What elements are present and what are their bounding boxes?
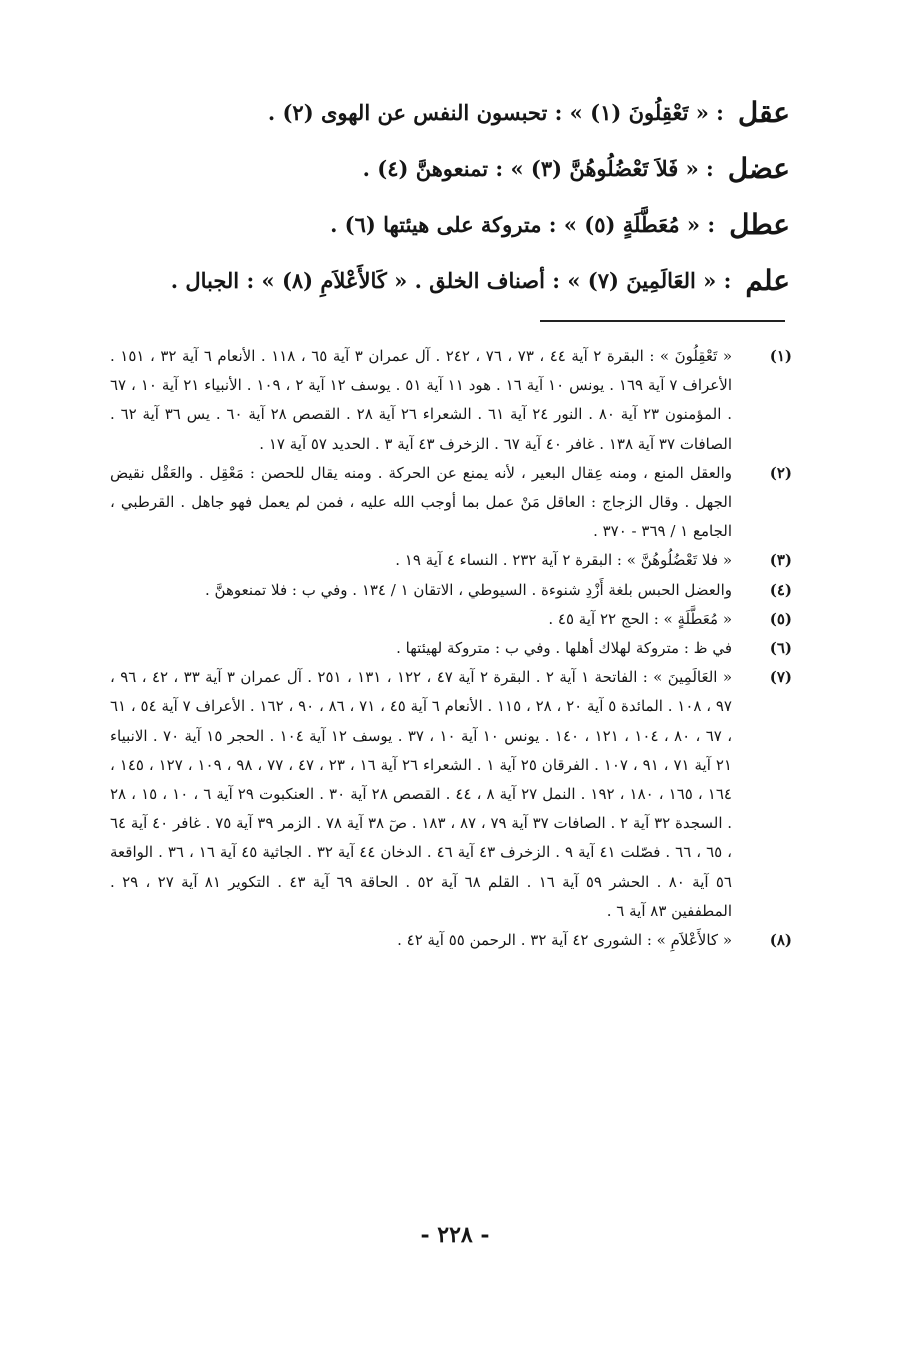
entry-root-word: عضل	[727, 151, 790, 185]
footnote-text: « مُعَطَّلَةٍ » : الحج ٢٢ آية ٤٥ .	[548, 609, 732, 628]
footnote-text: في ظ : متروكة لهلاك أهلها . وفي ب : متروكة لهيئتها .	[396, 639, 732, 658]
footnote-number: (٥)	[769, 609, 792, 628]
glossary-entry	[100, 140, 790, 196]
entry-definition: : « تَعْقِلُونَ (١) » : تحبسون النفس عن الهوى (٢) .	[267, 99, 724, 125]
glossary-entry	[100, 252, 790, 308]
footnote	[110, 576, 792, 605]
entry-definition: : « العَالَمِينَ (٧) » : أصناف الخلق . « كَالأَعْلاَمِ (٨) » : الجبال .	[170, 267, 732, 293]
footnote-text: « فلا تَعْضُلُوهُنَّ » : البقرة ٢ آية ٢٣٢ . النساء ٤ آية ١٩ .	[395, 551, 732, 570]
footnote	[110, 634, 792, 663]
footnotes	[110, 342, 792, 955]
footnote-number: (٧)	[769, 668, 792, 687]
footnote-number: (٨)	[769, 931, 792, 950]
glossary-entry	[100, 196, 790, 252]
footnote-text: « تَعْقِلُونَ » : البقرة ٢ آية ٤٤ ، ٧٣ ، ٧٦ ، ٢٤٢ . آل عمران ٣ آية ٦٥ ، ١١٨ . الأنعام ٦ آية ٣٢ ، ١٥١ . الأعراف ٧ آية ١٦٩ . يونس ١٠ آية ١٦ . هود ١١ آية ٥١ . يوسف ١٢ آية ٢ ، ١٠٩ . الأنبياء ٢١ آية ١٠ ، ٦٧ . المؤمنون ٢٣ آية ٨٠ . النور ٢٤ آية ٦١ . الشعراء ٢٦ آية ٢٨ . القصص ٢٨ آية ٦٠ . يس ٣٦ آية ٦٢ . الصافات ٣٧ آية ١٣٨ . غافر ٤٠ آية ٦٧ . الزخرف ٤٣ آية ٣ . الحديد ٥٧ آية ١٧ .	[110, 347, 732, 453]
glossary-entries	[100, 84, 790, 308]
entry-root-word: عطل	[729, 207, 790, 241]
footnote-number: (٦)	[769, 639, 792, 658]
footnote-number: (١)	[769, 347, 792, 365]
entry-definition: : « مُعَطَّلَةٍ (٥) » : متروكة على هيئتها (٦) .	[330, 211, 716, 237]
footnote-separator	[540, 320, 785, 322]
footnote-number: (٢)	[769, 463, 792, 482]
footnote	[110, 459, 792, 547]
footnote-text: « كالأَعْلاَمِ » : الشورى ٤٢ آية ٣٢ . الرحمن ٥٥ آية ٤٢ .	[397, 931, 732, 950]
footnote	[110, 605, 792, 634]
entry-definition: : « فَلاَ تَعْضُلُوهُنَّ (٣) » : تمنعوهنَّ (٤) .	[362, 155, 714, 181]
footnote-text: والعضل الحبس بلغة أَزْدِ شنوءة . السيوطي ، الاتقان ١ / ١٣٤ . وفي ب : فلا تمنعوهنَّ .	[205, 580, 732, 599]
footnote-text: « العَالَمِينَ » : الفاتحة ١ آية ٢ . البقرة ٢ آية ٤٧ ، ١٢٢ ، ١٣١ ، ٢٥١ . آل عمران ٣ آية ٣٣ ، ٤٢ ، ٩٦ ، ٩٧ ، ١٠٨ . المائدة ٥ آية ٢٠ ، ٢٨ ، ١١٥ . الأنعام ٦ آية ٤٥ ، ٧١ ، ٨٦ ، ٩٠ ، ١٦٢ . الأعراف ٧ آية ٥٤ ، ٦١ ، ٦٧ ، ٨٠ ، ١٠٤ ، ١٢١ ، ١٤٠ . يونس ١٠ آية ١٠ ، ٣٧ . يوسف ١٢ آية ١٠٤ . الحجر ١٥ آية ٧٠ . الانبياء ٢١ آية ٧١ ، ٩١ ، ١٠٧ . الفرقان ٢٥ آية ١ . الشعراء ٢٦ آية ١٦ ، ٢٣ ، ٤٧ ، ٧٧ ، ٩٨ ، ١٠٩ ، ١٢٧ ، ١٤٥ ، ١٦٤ ، ١٦٥ ، ١٨٠ ، ١٩٢ . النمل ٢٧ آية ٨ ، ٤٤ . القصص ٢٨ آية ٣٠ . العنكبوت ٢٩ آية ٦ ، ١٠ ، ١٥ ، ٢٨ . السجدة ٣٢ آية ٢ . الصافات ٣٧ آية ٧٩ ، ٨٧ ، ١٨٣ . صٓ ٣٨ آية ٧٨ . الزمر ٣٩ آية ٧٥ . غافر ٤٠ آية ٦٤ ، ٦٥ ، ٦٦ . فصّلت ٤١ آية ٩ . الزخرف ٤٣ آية ٤٦ . الدخان ٤٤ آية ٣٢ . الجاثية ٤٥ آية ١٦ ، ٣٦ . الواقعة ٥٦ آية ٨٠ . الحشر ٥٩ آية ١٦ . القلم ٦٨ آية ٥٢ . الحاقة ٦٩ آية ٤٣ . التكوير ٨١ آية ٢٧ ، ٢٩ . المطففين ٨٣ آية ٦ .	[110, 668, 733, 920]
glossary-entry	[100, 84, 790, 140]
footnote-number: (٤)	[769, 580, 792, 599]
footnote-number: (٣)	[769, 551, 792, 570]
footnote	[110, 926, 792, 955]
entry-root-word: عقل	[737, 95, 790, 129]
footnote	[110, 546, 792, 575]
entry-root-word: علم	[745, 263, 790, 297]
footnote-text: والعقل المنع ، ومنه عِقال البعير ، لأنه يمنع عن الحركة . ومنه يقال للحصن : مَعْقِل . والعَقْل نقيض الجهل . وقال الزجاج : العاقل مَنْ عمل بما أوجب الله عليه ، فمن لم يعمل فهو جاهل . القرطبي ، الجامع ١ / ٣٦٩ - ٣٧٠ .	[110, 463, 732, 541]
footnote	[110, 342, 792, 459]
footnote	[110, 663, 792, 926]
page-number: - ٢٢٨ -	[420, 1222, 490, 1248]
